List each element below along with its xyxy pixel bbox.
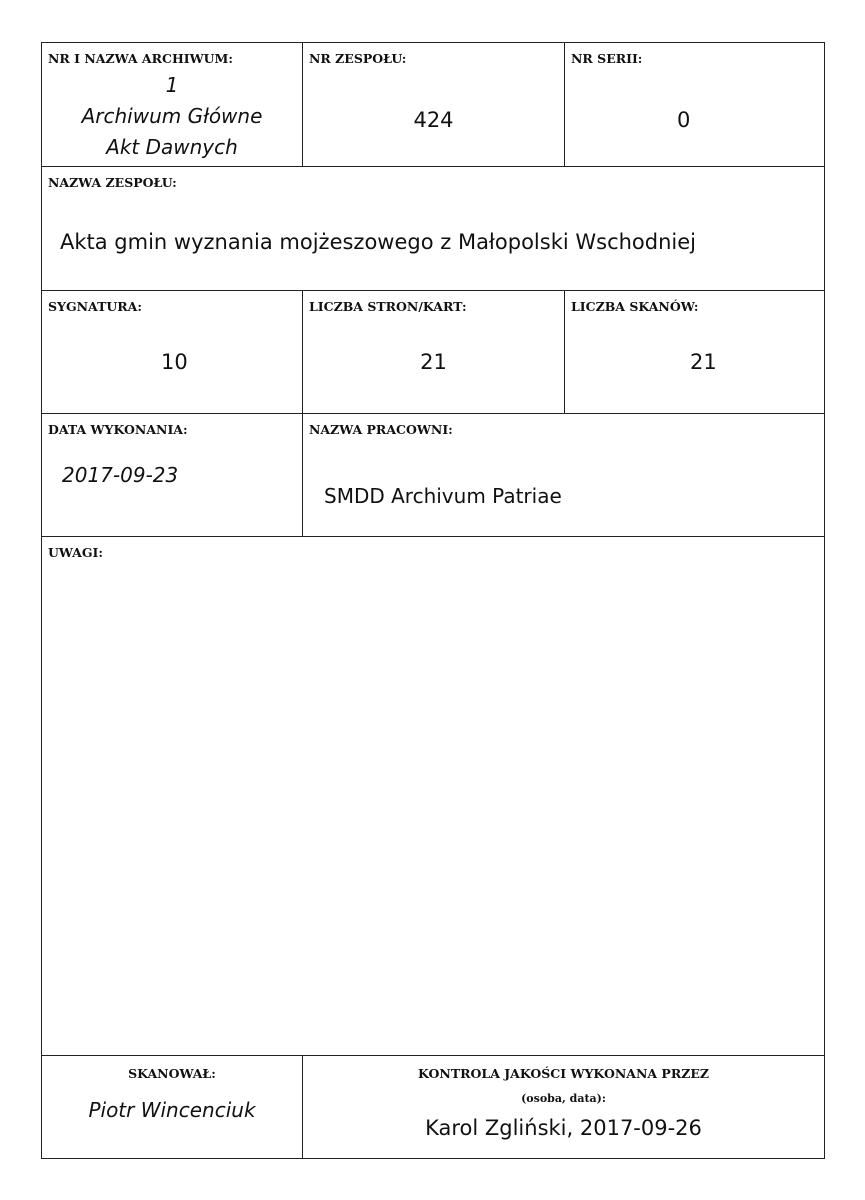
archive-cell bbox=[42, 43, 303, 167]
pages-cell bbox=[303, 291, 565, 414]
date-value: 2017-09-23 bbox=[62, 463, 179, 487]
fonds-name: Akta gmin wyznania mojżeszowego z Małopolski Wschodniej bbox=[60, 230, 697, 254]
signature-value: 10 bbox=[161, 350, 188, 374]
quality-control-cell bbox=[303, 1056, 824, 1158]
fonds-number-cell bbox=[303, 43, 565, 167]
notes-label: UWAGI: bbox=[48, 545, 103, 560]
scans-value: 21 bbox=[690, 350, 717, 374]
fonds-name-label: NAZWA ZESPOŁU: bbox=[48, 175, 177, 190]
metadata-form bbox=[41, 42, 825, 1159]
signature-label: SYGNATURA: bbox=[48, 299, 142, 314]
archive-label: NR I NAZWA ARCHIWUM: bbox=[48, 51, 233, 66]
archive-number: 1 bbox=[165, 73, 179, 97]
series-label: NR SERII: bbox=[571, 51, 643, 66]
scans-label: LICZBA SKANÓW: bbox=[571, 299, 699, 314]
date-label: DATA WYKONANIA: bbox=[48, 422, 188, 437]
scanned-by-value: Piotr Wincenciuk bbox=[88, 1098, 256, 1122]
date-cell bbox=[42, 414, 303, 537]
pages-label: LICZBA STRON/KART: bbox=[309, 299, 467, 314]
quality-control-label: KONTROLA JAKOŚCI WYKONANA PRZEZ bbox=[417, 1066, 709, 1081]
fonds-number-label: NR ZESPOŁU: bbox=[309, 51, 407, 66]
series-cell bbox=[565, 43, 824, 167]
workshop-cell bbox=[303, 414, 824, 537]
archive-name-line1: Archiwum Główne bbox=[81, 104, 263, 128]
scanned-by-cell bbox=[42, 1056, 303, 1158]
fonds-name-cell bbox=[42, 167, 824, 291]
fonds-number: 424 bbox=[413, 108, 454, 132]
workshop-value: SMDD Archivum Patriae bbox=[324, 484, 562, 508]
signature-cell bbox=[42, 291, 303, 414]
quality-control-sublabel: (osoba, data): bbox=[521, 1092, 606, 1105]
quality-control-value: Karol Zgliński, 2017-09-26 bbox=[425, 1116, 702, 1140]
pages-value: 21 bbox=[420, 350, 447, 374]
series-number: 0 bbox=[677, 108, 691, 132]
notes-cell bbox=[42, 537, 824, 1056]
scanned-by-label: SKANOWAŁ: bbox=[128, 1066, 216, 1081]
scans-cell bbox=[565, 291, 824, 414]
archive-name-line2: Akt Dawnych bbox=[106, 135, 238, 159]
workshop-label: NAZWA PRACOWNI: bbox=[309, 422, 453, 437]
